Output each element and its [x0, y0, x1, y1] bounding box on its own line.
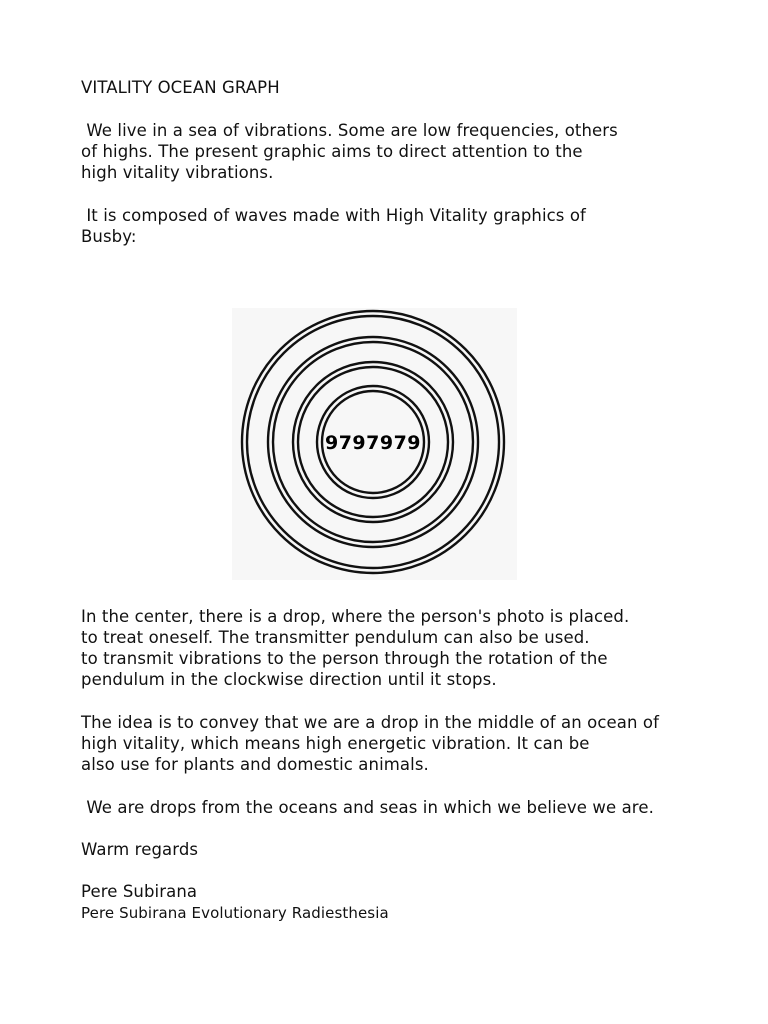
signature-org: Pere Subirana Evolutionary Radiesthesia: [81, 904, 389, 922]
intro-line-1: We live in a sea of vibrations. Some are low frequencies, others: [81, 121, 618, 140]
closing-line: Warm regards: [81, 840, 199, 859]
center-line-3: to transmit vibrations to the person through the rotation of the: [81, 649, 608, 668]
center-line-4: pendulum in the clockwise direction until it stops.: [81, 670, 497, 689]
idea-line-1: The idea is to convey that we are a drop in the middle of an ocean of: [81, 713, 660, 732]
document-title: VITALITY OCEAN GRAPH: [81, 78, 280, 97]
intro-line-3: high vitality vibrations.: [81, 163, 274, 182]
drops-line: We are drops from the oceans and seas in which we believe we are.: [81, 798, 654, 817]
center-number: 9797979: [324, 432, 422, 454]
idea-line-2: high vitality, which means high energetic vibration. It can be: [81, 734, 590, 753]
concentric-rings-graphic: [232, 308, 517, 580]
composition-line-1: It is composed of waves made with High Vitality graphics of: [81, 206, 586, 225]
intro-line-2: of highs. The present graphic aims to direct attention to the: [81, 142, 583, 161]
signature-name: Pere Subirana: [81, 882, 198, 901]
vitality-ocean-graph: [232, 308, 517, 580]
composition-line-2: Busby:: [81, 227, 137, 246]
center-line-2: to treat oneself. The transmitter pendulum can also be used.: [81, 628, 590, 647]
idea-line-3: also use for plants and domestic animals.: [81, 755, 429, 774]
center-line-1: In the center, there is a drop, where the person's photo is placed.: [81, 607, 630, 626]
